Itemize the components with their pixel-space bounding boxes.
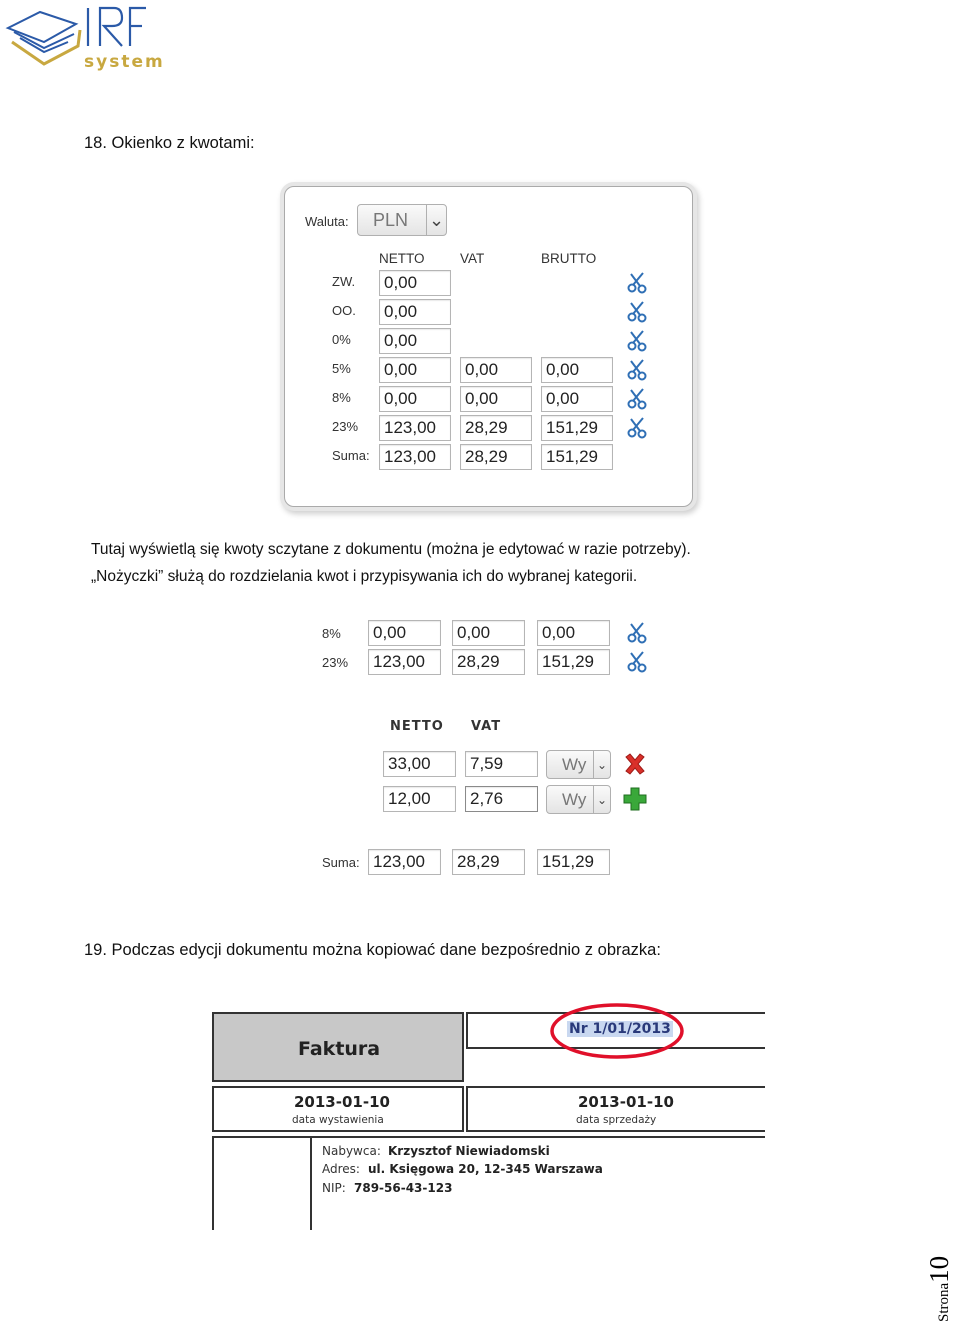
rate-label: ZW. (332, 274, 356, 289)
sale-date-box (466, 1086, 765, 1132)
sale-date-label: data sprzedaży (576, 1114, 657, 1126)
part-vat-field[interactable]: 2,76 (465, 786, 538, 812)
invoice-number[interactable]: Nr 1/01/2013 (569, 1021, 671, 1037)
vat-field[interactable]: 28,29 (452, 649, 525, 675)
issue-date: 2013-01-10 (294, 1093, 390, 1111)
rate-label: 0% (332, 332, 351, 347)
rate-label: 23% (322, 655, 349, 670)
rate-label: 8% (322, 626, 341, 641)
section-18-heading: 18. Okienko z kwotami: (84, 134, 255, 152)
sum-netto-field[interactable]: 123,00 (379, 444, 451, 470)
category-select[interactable] (546, 785, 611, 814)
scissors-icon[interactable] (625, 415, 649, 441)
category-value: Wy (562, 755, 587, 774)
highlight-ellipse (549, 1002, 685, 1060)
delete-icon[interactable] (622, 751, 648, 777)
netto-field[interactable]: 123,00 (379, 415, 451, 441)
invoice-preview (212, 1000, 765, 1230)
add-icon[interactable] (622, 786, 648, 812)
vat-field[interactable]: 28,29 (460, 415, 532, 441)
scissors-icon[interactable] (625, 649, 649, 675)
vat-field[interactable]: 0,00 (460, 357, 532, 383)
page-number: 10 (924, 1255, 954, 1283)
currency-value: PLN (373, 210, 409, 230)
header-brutto: BRUTTO (541, 251, 597, 266)
header-vat: VAT (460, 251, 485, 266)
scissors-icon[interactable] (625, 357, 649, 383)
sum-vat-field[interactable]: 28,29 (460, 444, 532, 470)
sum-brutto-field[interactable]: 151,29 (541, 444, 613, 470)
invoice-title: Faktura (298, 1038, 381, 1060)
part-vat-field[interactable]: 7,59 (465, 751, 538, 777)
sum-label: Suma: (332, 448, 370, 463)
scissors-icon[interactable] (625, 270, 649, 296)
scissors-icon[interactable] (625, 386, 649, 412)
chevron-down-icon: ⌄ (593, 786, 610, 813)
netto-field[interactable]: 0,00 (379, 357, 451, 383)
nip-label: NIP: (322, 1181, 346, 1195)
description-line-2: „Nożyczki” służą do rozdzielania kwot i przypisywania ich do wybranej kategorii. (91, 568, 638, 585)
netto-field[interactable]: 0,00 (379, 270, 451, 296)
rate-label: 8% (332, 390, 351, 405)
buyer-value: Krzysztof Niewiadomski (388, 1144, 550, 1158)
address-value: ul. Księgowa 20, 12-345 Warszawa (368, 1162, 603, 1176)
header-netto: NETTO (390, 719, 444, 734)
header-vat: VAT (471, 719, 502, 734)
address-label: Adres: (322, 1162, 360, 1176)
sum-netto-field[interactable]: 123,00 (368, 849, 441, 875)
vat-field[interactable]: 0,00 (452, 620, 525, 646)
page-footer (924, 1226, 960, 1322)
scissors-icon[interactable] (625, 620, 649, 646)
category-select[interactable] (546, 750, 611, 779)
vat-field[interactable]: 0,00 (460, 386, 532, 412)
part-netto-field[interactable]: 33,00 (383, 751, 456, 777)
issue-date-label: data wystawienia (292, 1114, 384, 1126)
brutto-field[interactable]: 0,00 (537, 620, 610, 646)
scissors-icon[interactable] (625, 299, 649, 325)
netto-field[interactable]: 0,00 (379, 299, 451, 325)
category-value: Wy (562, 790, 587, 809)
netto-field[interactable]: 123,00 (368, 649, 441, 675)
page-label: Strona (936, 1282, 952, 1322)
sum-brutto-field[interactable]: 151,29 (537, 849, 610, 875)
buyer-box (310, 1136, 765, 1230)
scissors-icon[interactable] (625, 328, 649, 354)
chevron-down-icon: ⌄ (593, 751, 610, 778)
logo-subtext: system (84, 52, 165, 72)
invoice-title-box (212, 1012, 464, 1082)
sale-date: 2013-01-10 (578, 1093, 674, 1111)
description-line-1: Tutaj wyświetlą się kwoty sczytane z dokumentu (można je edytować w razie potrzeby). (91, 541, 691, 558)
brutto-field[interactable]: 0,00 (541, 386, 613, 412)
section-19-heading: 19. Podczas edycji dokumentu można kopiować dane bezpośrednio z obrazka: (84, 941, 661, 959)
nip-value: 789-56-43-123 (354, 1181, 453, 1195)
brutto-field[interactable]: 151,29 (541, 415, 613, 441)
chevron-down-icon: ⌄ (426, 205, 446, 235)
rate-label: OO. (332, 303, 356, 318)
part-netto-field[interactable]: 12,00 (383, 786, 456, 812)
netto-field[interactable]: 0,00 (368, 620, 441, 646)
brutto-field[interactable]: 0,00 (541, 357, 613, 383)
netto-field[interactable]: 0,00 (379, 386, 451, 412)
currency-select[interactable] (357, 204, 447, 236)
rate-label: 23% (332, 419, 359, 434)
brutto-field[interactable]: 151,29 (537, 649, 610, 675)
buyer-label: Nabywca: (322, 1144, 381, 1158)
sum-label: Suma: (322, 855, 360, 870)
issue-date-box (212, 1086, 464, 1132)
split-example (310, 615, 655, 885)
sum-vat-field[interactable]: 28,29 (452, 849, 525, 875)
header-netto: NETTO (379, 251, 425, 266)
buyer-side-box (212, 1136, 310, 1230)
amounts-panel (284, 186, 693, 507)
currency-label: Waluta: (305, 214, 349, 229)
rate-label: 5% (332, 361, 351, 376)
netto-field[interactable]: 0,00 (379, 328, 451, 354)
